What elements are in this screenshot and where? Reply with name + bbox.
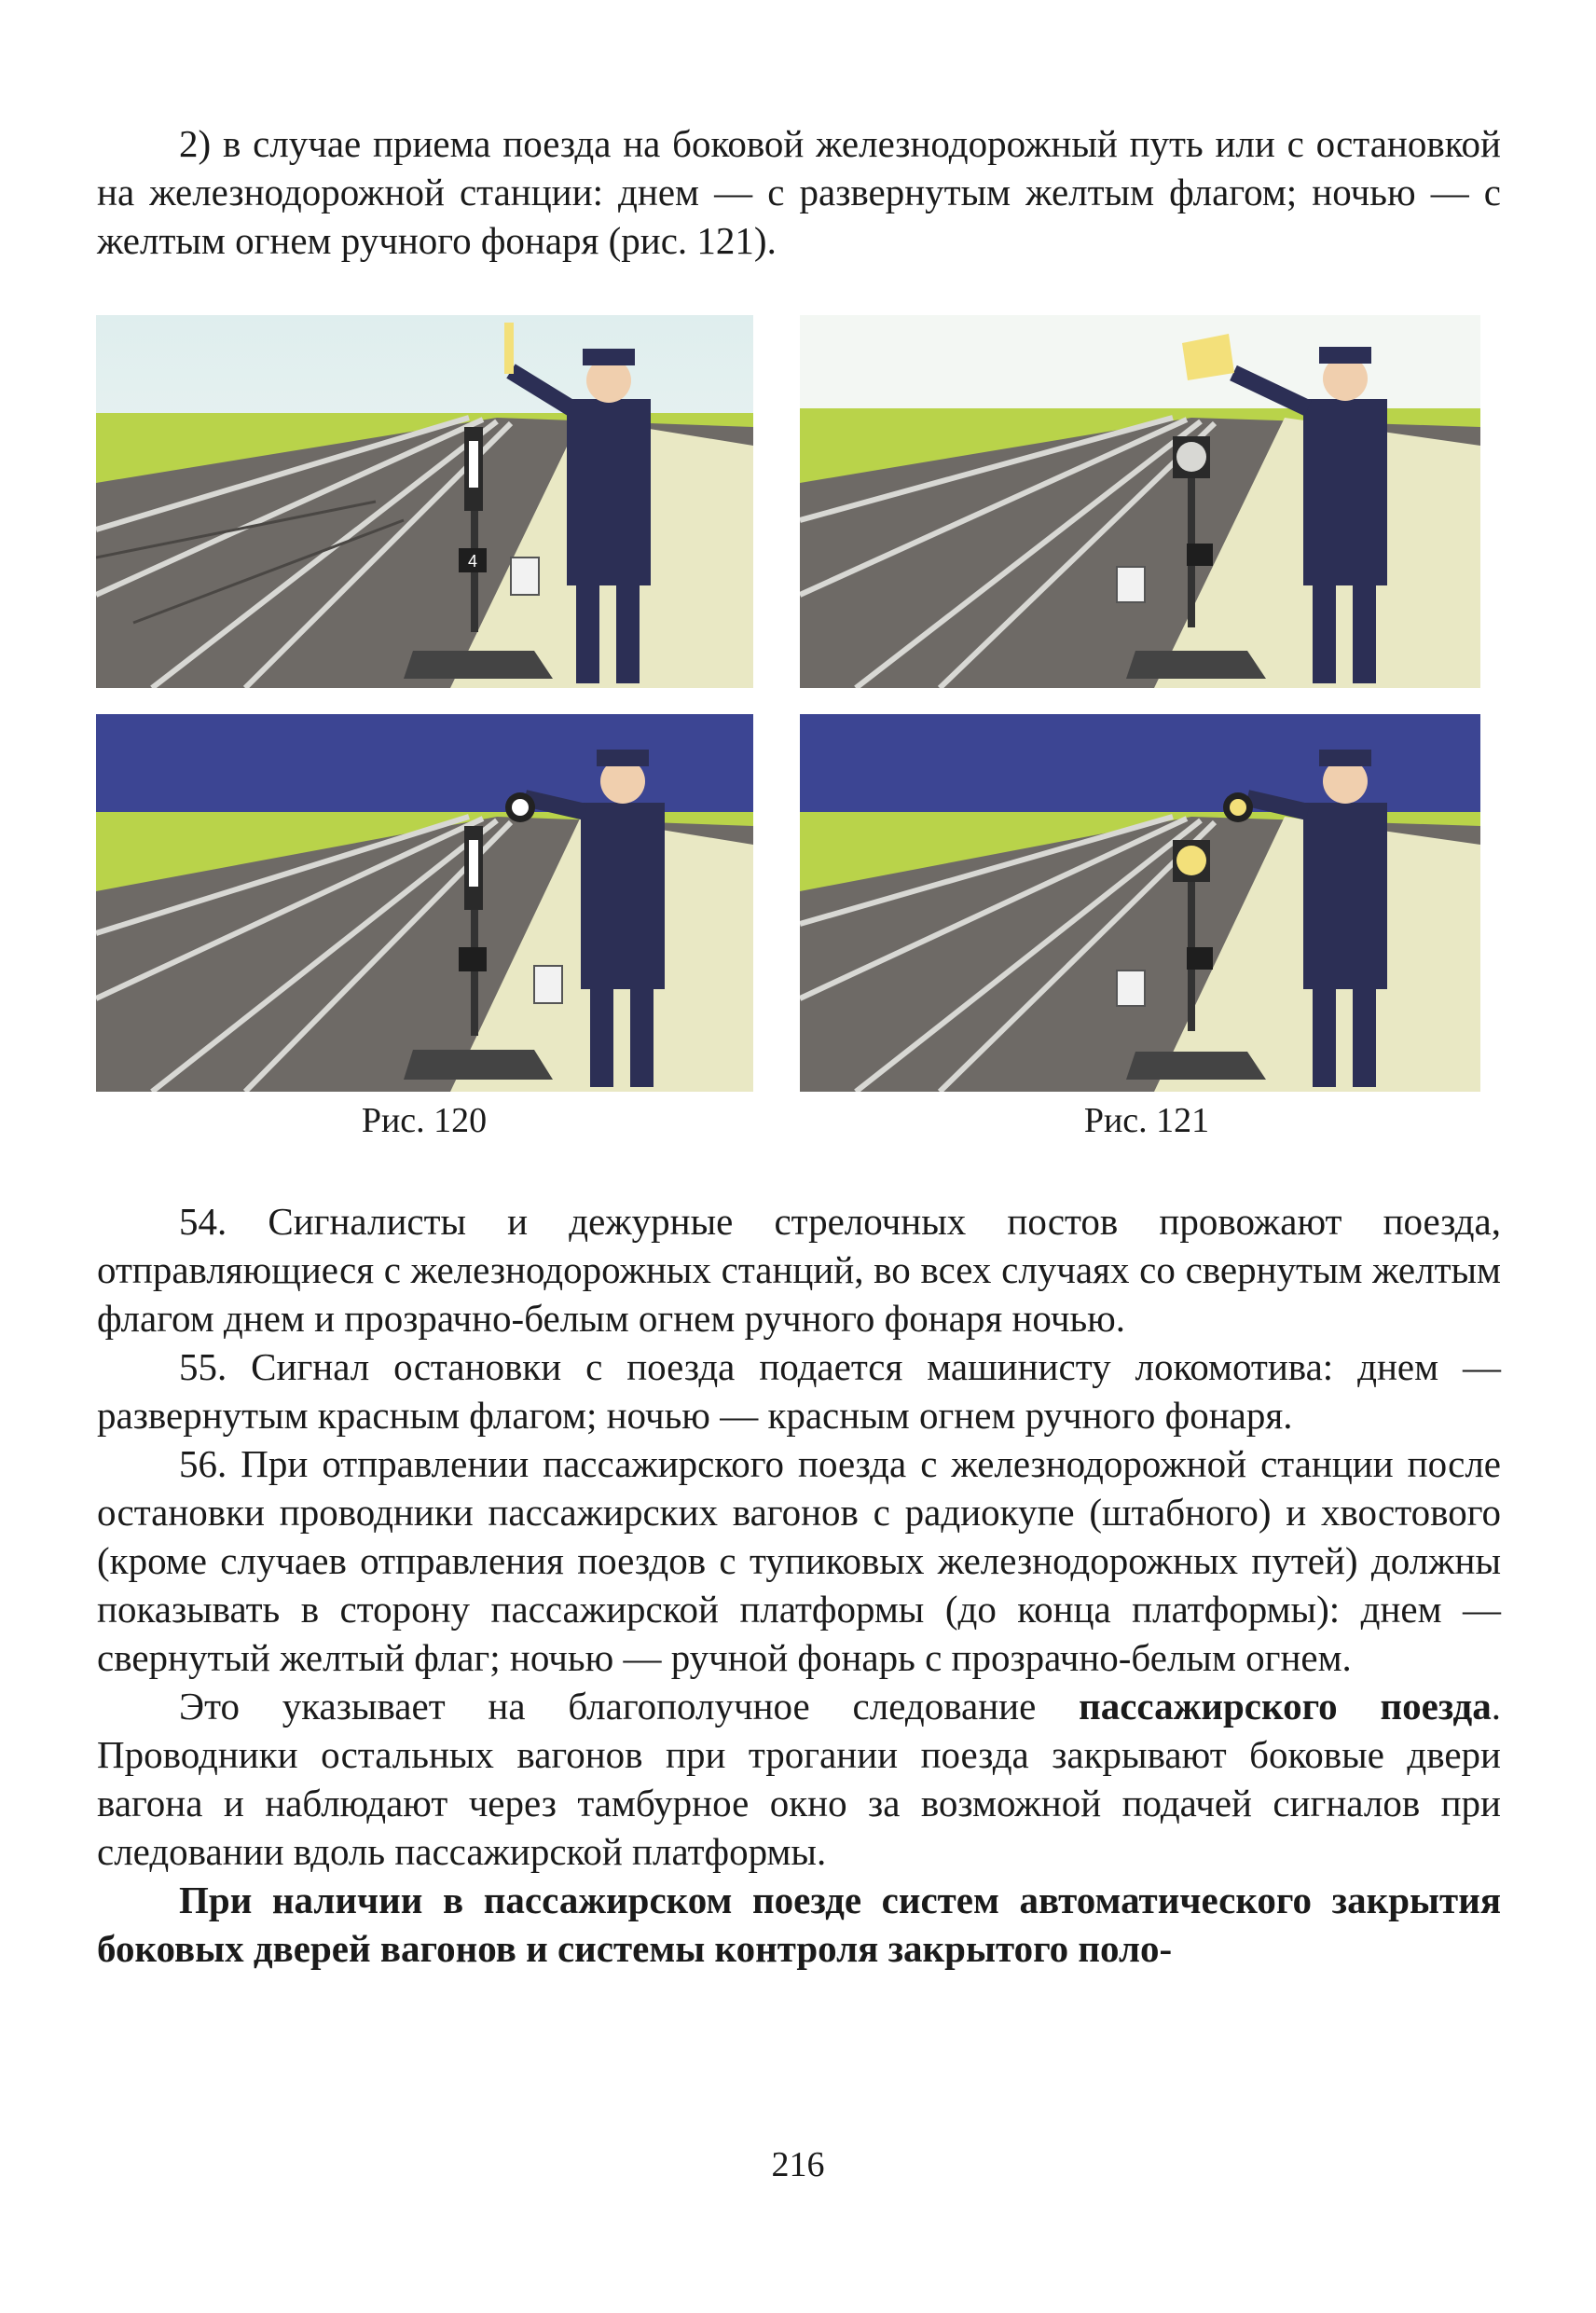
figure-120-caption: Рис. 120	[361, 1101, 488, 1140]
paragraph-56: 56. При отправлении пассажирского поезда с железнодорожной станции после остановки проводники пассажирских вагонов с радиокупе (штабного) и хвостового (кроме случаев отправления поездов с тупиковых железнодорожных путей) должны показывать в сторону пассажирской платформы (до конца платформы): днем — свернутый желтый флаг; ночью — ручной фонарь с прозрачно-белым огнем.	[97, 1442, 1501, 1679]
top-paragraph-block	[97, 119, 1501, 265]
body-text-block	[97, 1197, 1501, 1973]
paragraph-automatic-doors: При наличии в пассажирском поезде систем автоматического закрытия боковых дверей вагонов и системы контроля закрытого поло-	[97, 1879, 1501, 1970]
paragraph-passenger-train	[97, 1682, 1501, 1876]
page-number: 216	[771, 2145, 825, 2184]
paragraph-54: 54. Сигналисты и дежурные стрелочных постов провожают поезда, отправляющиеся с железнодорожных станций, во всех случаях со свернутым желтым флагом днем и прозрачно-белым огнем ручного фонаря ночью.	[97, 1200, 1501, 1340]
paragraph-passenger-train-bold: пассажирского поезда	[1079, 1685, 1492, 1728]
figure-120-night	[96, 714, 753, 1092]
signal-plate-number: 4	[467, 552, 478, 571]
paragraph-passenger-train-end: . Проводники остальных вагонов при трогании поезда закрывают боковые двери вагона и наблюдают через тамбурное окно за возможной подачей сигналов при следовании вдоль пассажирской платформы.	[97, 1685, 1501, 1873]
paragraph-55: 55. Сигнал остановки с поезда подается машинисту локомотива: днем — развернутым красным флагом; ночью — красным огнем ручного фонаря.	[97, 1345, 1501, 1437]
figure-120-day	[96, 315, 753, 688]
figure-121-day	[800, 315, 1480, 688]
paragraph-reception-side-track: 2) в случае приема поезда на боковой железнодорожный путь или с остановкой на железнодорожной станции: днем — с развернутым желтым флагом; ночью — с желтым огнем ручного фонаря (рис. 121).	[97, 122, 1501, 262]
figure-121-night	[800, 714, 1480, 1092]
paragraph-passenger-train-start: Это указывает на благополучное следование	[179, 1685, 1080, 1728]
figure-121-caption: Рис. 121	[1083, 1101, 1210, 1140]
